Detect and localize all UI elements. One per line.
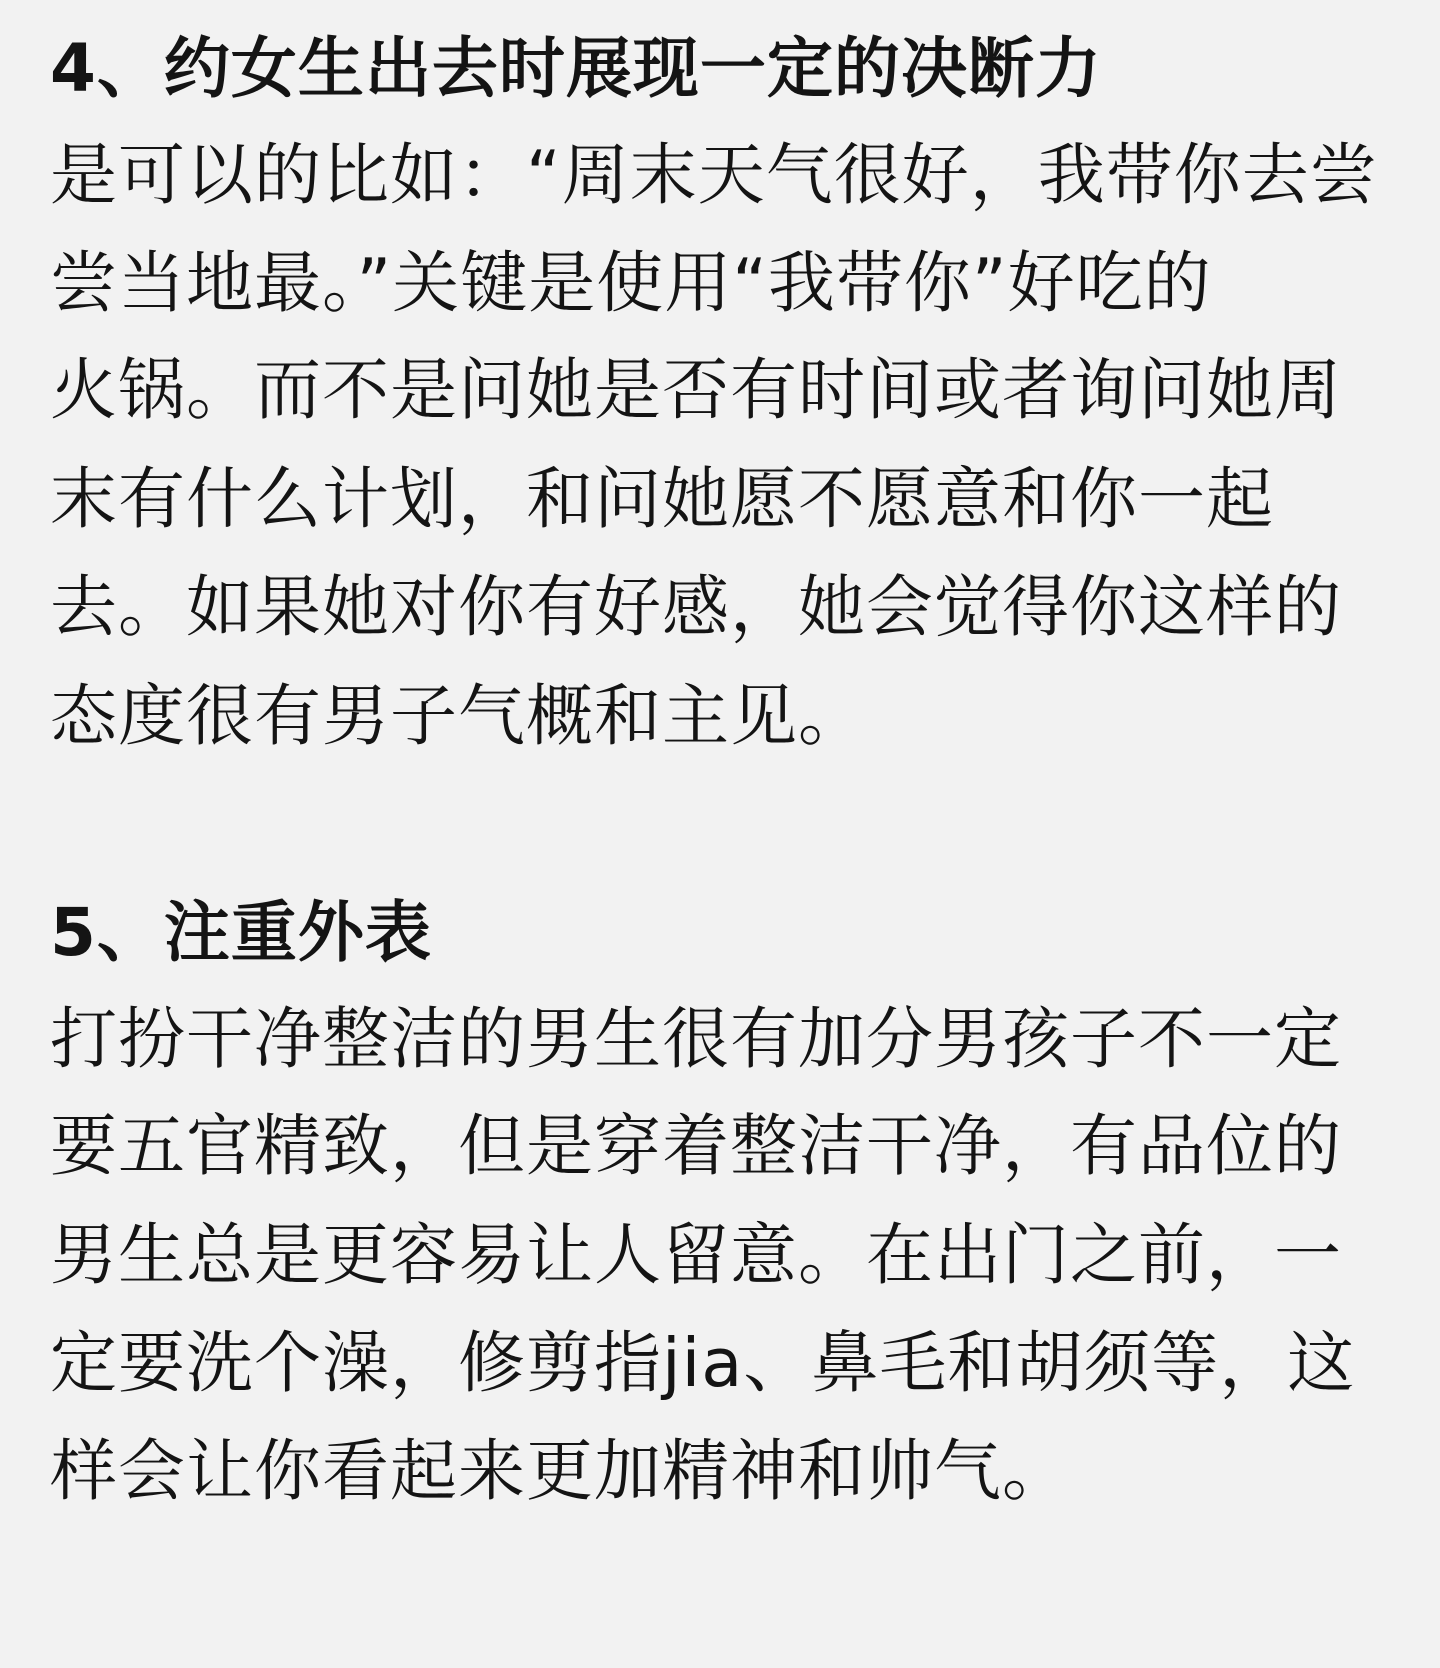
section-5-line: 男生总是更容易让人留意。在出门之前，一 [50,1216,1342,1294]
section-5-line: 要五官精致，但是穿着整洁干净，有品位的 [50,1107,1342,1185]
section-5-heading: 5、注重外表 [50,894,432,971]
section-4-line: 尝当地最。”关键是使用“我带你”好吃的 [50,244,1212,322]
section-4-line: 末有什么计划，和问她愿不愿意和你一起 [50,460,1274,538]
section-5-line: 样会让你看起来更加精神和帅气。 [50,1432,1070,1510]
section-5-line: 定要洗个澡，修剪指jia、鼻毛和胡须等，这 [50,1324,1356,1402]
section-4-line: 去。如果她对你有好感，她会觉得你这样的 [50,568,1342,646]
section-4-line: 是可以的比如：“周末天气很好，我带你去尝 [50,136,1378,214]
section-4-line: 火锅。而不是问她是否有时间或者询问她周 [50,351,1342,429]
section-5-line: 打扮干净整洁的男生很有加分男孩子不一定 [50,1000,1342,1078]
section-4-heading: 4、约女生出去时展现一定的决断力 [50,30,1102,107]
section-4-line: 态度很有男子气概和主见。 [50,677,866,755]
